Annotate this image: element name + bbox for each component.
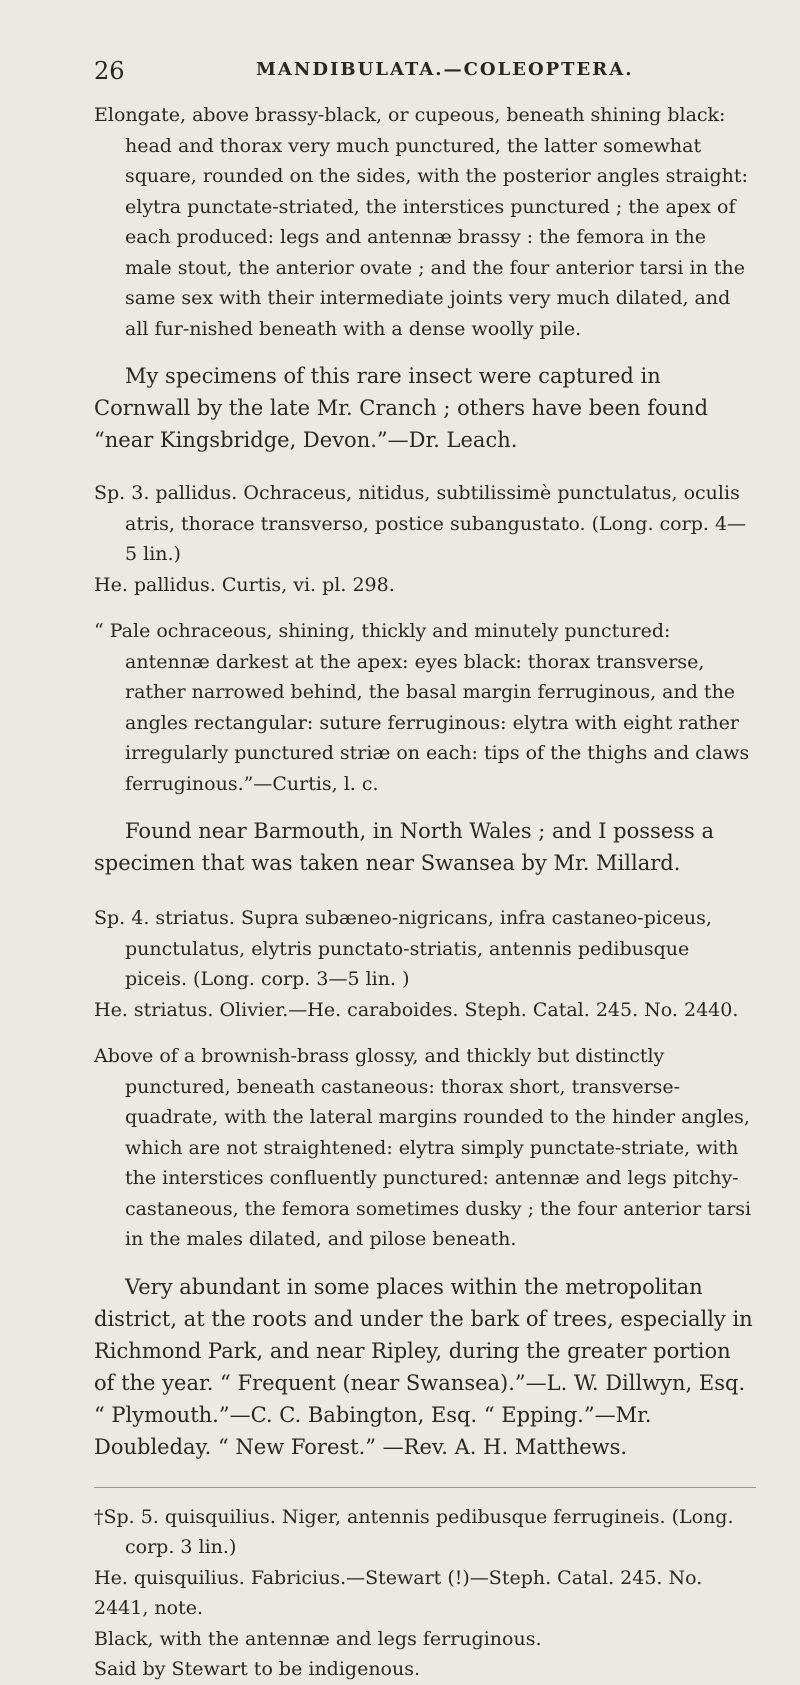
running-title: MANDIBULATA.—COLEOPTERA. [256, 59, 634, 80]
page-number: 26 [94, 57, 125, 85]
locality-paragraph: My specimens of this rare insect were captured in Cornwall by the late Mr. Cranch ; others have been found “near Kingsbridge, Devon.”—Dr. Leach. [94, 364, 709, 452]
locality-paragraph: Very abundant in some places within the metropolitan district, at the roots and under the bark of trees, especially in Richmond Park, and near Ripley, during the greater portion of the year. “ Frequent (near Swansea).”—L. W. Dillwyn, Esq. “ Plymouth.”—C. C. Babington, Esq. “ Epping.”—Mr. Doubleday. “ New Forest.” —Rev. A. H. Matthews. [94, 1274, 753, 1459]
species-heading: Sp. 3. pallidus. Ochraceus, nitidus, subtilissimè punctulatus, oculis atris, thorace transverso, postice subangustato. (Long. corp. 4—5 lin.) [94, 482, 747, 565]
description-paragraph: Above of a brownish-brass glossy, and thickly but distinctly punctured, beneath castaneous: thorax short, transverse-quadrate, with the lateral margins rounded to the hinder angles, which are not straightened: elytra simply punctate-striate, with the interstices confluently punctured: antennæ and legs pitchy-castaneous, the femora sometimes dusky ; the four anterior tarsi in the males dilated, and pilose beneath. [94, 1045, 752, 1250]
page-header [94, 57, 756, 87]
note-line: Said by Stewart to be indigenous. [94, 1658, 421, 1680]
synonym-line: He. striatus. Olivier.—He. caraboides. Steph. Catal. 245. No. 2440. [94, 998, 739, 1021]
synonym-line: He. pallidus. Curtis, vi. pl. 298. [94, 573, 395, 596]
description-paragraph: Elongate, above brassy-black, or cupeous, beneath shining black: head and thorax very much punctured, the latter somewhat square, rounded on the sides, with the posterior angles straight: elytra punctate-striated, the interstices punctured ; the apex of each produced: legs and antennæ brassy : the femora in the male stout, the anterior ovate ; and the four anterior tarsi in the same sex with their intermediate joints very much dilated, and all fur-nished beneath with a dense woolly pile. [94, 104, 748, 340]
description-paragraph: “ Pale ochraceous, shining, thickly and minutely punctured: antennæ darkest at the apex: eyes black: thorax transverse, rather narrowed behind, the basal margin ferruginous, and the angles rectangular: suture ferruginous: elytra with eight rather irregularly punctured striæ on each: tips of the thighs and claws ferruginous.”—Curtis, l. c. [94, 620, 750, 795]
section-divider [94, 1487, 756, 1488]
synonym-line: He. quisquilius. Fabricius.—Stewart (!)—Steph. Catal. 245. No. 2441, note. [94, 1566, 703, 1619]
species-heading: Sp. 4. striatus. Supra subæneo-nigricans, infra castaneo-piceus, punctulatus, elytris punctato-striatis, antennis pedibusque piceis. (Long. corp. 3—5 lin. ) [94, 907, 712, 990]
page-body [94, 100, 756, 1685]
description-line: Black, with the antennæ and legs ferruginous. [94, 1627, 542, 1650]
locality-paragraph: Found near Barmouth, in North Wales ; and I possess a specimen that was taken near Swansea by Mr. Millard. [94, 819, 714, 875]
species-heading: †Sp. 5. quisquilius. Niger, antennis pedibusque ferrugineis. (Long. corp. 3 lin.) [94, 1505, 734, 1558]
